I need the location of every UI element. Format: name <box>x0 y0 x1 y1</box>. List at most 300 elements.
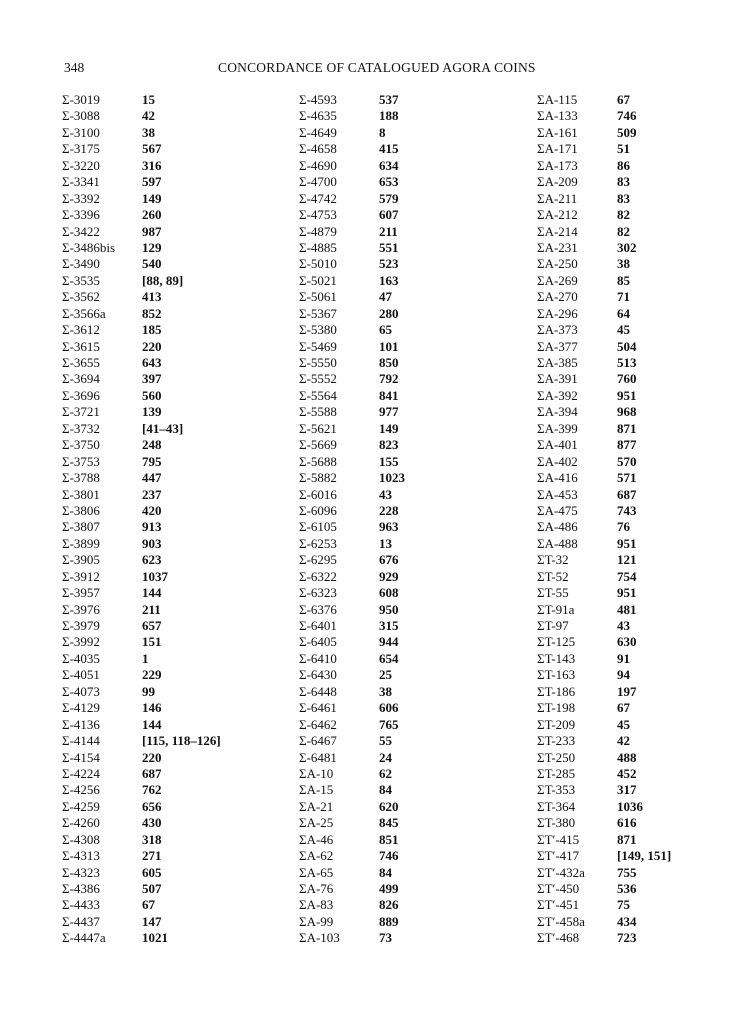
inventory-number: Σ-3615 <box>62 338 100 354</box>
catalogue-number: 84 <box>379 864 392 880</box>
catalogue-number: 851 <box>379 831 399 847</box>
inventory-number: Σ-4129 <box>62 700 100 716</box>
concordance-row <box>299 92 405 108</box>
catalogue-number: 570 <box>617 453 637 469</box>
catalogue-number: 743 <box>617 502 637 518</box>
concordance-row <box>299 125 405 141</box>
catalogue-number: 25 <box>379 667 392 683</box>
inventory-number: ΣA-296 <box>537 305 578 321</box>
concordance-row <box>537 454 671 470</box>
inventory-number: Σ-3341 <box>62 174 100 190</box>
catalogue-number: 237 <box>142 486 162 502</box>
inventory-number: ΣA-269 <box>537 272 578 288</box>
concordance-row <box>299 371 405 387</box>
inventory-number: Σ-4224 <box>62 765 100 781</box>
concordance-row <box>537 700 671 716</box>
page-number: 348 <box>64 60 85 75</box>
inventory-number: Σ-6410 <box>299 650 337 666</box>
catalogue-number: 620 <box>379 798 399 814</box>
concordance-row <box>299 404 405 420</box>
concordance-row <box>62 634 221 650</box>
inventory-number: ΣA-133 <box>537 108 578 124</box>
catalogue-number: 83 <box>617 174 630 190</box>
catalogue-number: 795 <box>142 453 162 469</box>
concordance-row <box>537 602 671 618</box>
inventory-number: ΣA-115 <box>537 92 578 107</box>
catalogue-number: 1037 <box>142 568 168 584</box>
inventory-number: Σ-3957 <box>62 585 100 601</box>
inventory-number: Σ-4700 <box>299 174 337 190</box>
inventory-number: Σ-6405 <box>299 634 337 650</box>
inventory-number: Σ-4437 <box>62 913 100 929</box>
concordance-row <box>299 470 405 486</box>
catalogue-number: 67 <box>617 92 630 107</box>
concordance-row <box>537 799 671 815</box>
concordance-row <box>299 799 405 815</box>
catalogue-number: 656 <box>142 798 162 814</box>
concordance-row <box>299 832 405 848</box>
inventory-number: ΣT′-468 <box>537 930 580 946</box>
inventory-number: ΣT-97 <box>537 618 569 633</box>
catalogue-number: 211 <box>379 223 398 239</box>
catalogue-number: 560 <box>142 387 162 403</box>
concordance-row <box>62 273 221 289</box>
inventory-number: Σ-5552 <box>299 371 337 387</box>
inventory-number: ΣT-163 <box>537 667 576 683</box>
concordance-row <box>537 487 671 503</box>
inventory-number: ΣA-99 <box>299 913 334 929</box>
catalogue-number: 185 <box>142 322 162 338</box>
inventory-number: ΣA-250 <box>537 256 578 272</box>
inventory-number: Σ-4885 <box>299 239 337 255</box>
inventory-number: Σ-3732 <box>62 420 100 436</box>
catalogue-number: 8 <box>379 124 386 140</box>
catalogue-number: 434 <box>617 913 637 929</box>
concordance-row <box>62 404 221 420</box>
concordance-row <box>537 914 671 930</box>
concordance-row <box>299 717 405 733</box>
catalogue-number: 871 <box>617 831 637 847</box>
catalogue-number: 823 <box>379 437 399 453</box>
concordance-row <box>299 339 405 355</box>
concordance-row <box>537 782 671 798</box>
inventory-number: Σ-6461 <box>299 700 337 716</box>
concordance-row <box>299 815 405 831</box>
inventory-number: Σ-3612 <box>62 322 100 338</box>
catalogue-number: 220 <box>142 338 162 354</box>
catalogue-number: 271 <box>142 848 162 864</box>
inventory-number: Σ-5669 <box>299 437 337 453</box>
inventory-number: Σ-4635 <box>299 108 337 124</box>
concordance-row <box>537 848 671 864</box>
inventory-number: Σ-5621 <box>299 420 337 436</box>
concordance-row <box>62 700 221 716</box>
concordance-row <box>537 552 671 568</box>
inventory-number: ΣT′-432a <box>537 864 585 880</box>
concordance-row <box>299 421 405 437</box>
catalogue-number: 430 <box>142 815 162 831</box>
concordance-row <box>299 865 405 881</box>
inventory-number: Σ-5564 <box>299 387 337 403</box>
catalogue-number: 129 <box>142 239 162 255</box>
catalogue-number: 903 <box>142 535 162 551</box>
catalogue-number: 144 <box>142 716 162 732</box>
inventory-number: Σ-4690 <box>299 157 337 173</box>
concordance-row <box>299 174 405 190</box>
concordance-row <box>299 503 405 519</box>
inventory-number: ΣA-486 <box>537 519 578 535</box>
inventory-number: Σ-3422 <box>62 223 100 239</box>
catalogue-number: 1021 <box>142 930 168 946</box>
catalogue-number: [149, 151] <box>617 848 672 864</box>
inventory-number: Σ-3694 <box>62 371 100 387</box>
catalogue-number: 951 <box>617 535 637 551</box>
inventory-number: ΣA-488 <box>537 535 578 551</box>
catalogue-number: 616 <box>617 815 637 831</box>
concordance-row <box>62 782 221 798</box>
catalogue-number: 146 <box>142 700 162 716</box>
catalogue-number: 447 <box>142 470 162 486</box>
catalogue-number: 513 <box>617 355 637 370</box>
inventory-number: ΣA-270 <box>537 289 578 305</box>
concordance-row <box>537 536 671 552</box>
catalogue-number: 76 <box>617 519 630 535</box>
catalogue-number: 42 <box>617 733 630 749</box>
inventory-number: ΣT-125 <box>537 634 576 650</box>
inventory-number: Σ-3396 <box>62 207 100 223</box>
inventory-number: Σ-3979 <box>62 618 100 633</box>
inventory-number: Σ-6481 <box>299 749 337 765</box>
concordance-row <box>299 355 405 371</box>
catalogue-number: 687 <box>142 765 162 781</box>
catalogue-number: 149 <box>142 190 162 206</box>
inventory-number: ΣT′-450 <box>537 881 580 896</box>
inventory-number: Σ-3992 <box>62 634 100 650</box>
concordance-row <box>62 552 221 568</box>
catalogue-number: 657 <box>142 618 162 633</box>
catalogue-number: 197 <box>617 683 637 699</box>
concordance-row <box>62 256 221 272</box>
concordance-row <box>537 832 671 848</box>
concordance-row <box>299 848 405 864</box>
concordance-row <box>62 454 221 470</box>
inventory-number: Σ-4256 <box>62 782 100 798</box>
catalogue-number: 99 <box>142 683 155 699</box>
catalogue-number: 82 <box>617 223 630 239</box>
catalogue-number: 951 <box>617 387 637 403</box>
catalogue-number: 509 <box>617 124 637 140</box>
inventory-number: Σ-5550 <box>299 355 337 370</box>
inventory-number: Σ-4658 <box>299 141 337 157</box>
catalogue-number: 536 <box>617 881 637 896</box>
catalogue-number: 302 <box>617 239 637 255</box>
catalogue-number: 24 <box>379 749 392 765</box>
catalogue-number: 64 <box>617 305 630 321</box>
catalogue-number: 845 <box>379 815 399 831</box>
catalogue-number: 91 <box>617 650 630 666</box>
inventory-number: ΣA-416 <box>537 470 578 486</box>
inventory-number: Σ-3905 <box>62 552 100 568</box>
catalogue-number: 228 <box>379 502 399 518</box>
inventory-number: Σ-6376 <box>299 601 337 617</box>
inventory-number: ΣT-55 <box>537 585 569 601</box>
inventory-number: Σ-6253 <box>299 535 337 551</box>
catalogue-number: 746 <box>617 108 637 124</box>
inventory-number: ΣA-373 <box>537 322 578 338</box>
inventory-number: ΣA-209 <box>537 174 578 190</box>
inventory-number: Σ-4144 <box>62 733 100 749</box>
catalogue-number: 481 <box>617 601 637 617</box>
catalogue-number: 630 <box>617 634 637 650</box>
concordance-row <box>299 618 405 634</box>
catalogue-number: 316 <box>142 157 162 173</box>
concordance-row <box>62 437 221 453</box>
inventory-number: Σ-5469 <box>299 338 337 354</box>
inventory-number: Σ-3788 <box>62 470 100 486</box>
inventory-number: Σ-3807 <box>62 519 100 535</box>
inventory-number: ΣA-62 <box>299 848 334 864</box>
concordance-row <box>62 914 221 930</box>
concordance-row <box>62 536 221 552</box>
catalogue-number: 211 <box>142 601 161 617</box>
concordance-row <box>62 750 221 766</box>
concordance-row <box>62 569 221 585</box>
inventory-number: ΣA-211 <box>537 190 578 206</box>
concordance-row <box>537 388 671 404</box>
inventory-number: Σ-6462 <box>299 716 337 732</box>
catalogue-number: 188 <box>379 108 399 124</box>
inventory-number: Σ-3490 <box>62 256 100 272</box>
inventory-number: Σ-6401 <box>299 618 337 633</box>
catalogue-number: [41–43] <box>142 420 184 436</box>
inventory-number: ΣA-399 <box>537 420 578 436</box>
concordance-row <box>62 897 221 913</box>
concordance-row <box>537 733 671 749</box>
inventory-number: Σ-5010 <box>299 256 337 272</box>
inventory-number: ΣA-475 <box>537 502 578 518</box>
catalogue-number: 504 <box>617 338 637 354</box>
concordance-row <box>62 684 221 700</box>
catalogue-number: 155 <box>379 453 399 469</box>
catalogue-number: 944 <box>379 634 399 650</box>
concordance-row <box>62 848 221 864</box>
concordance-row <box>62 371 221 387</box>
inventory-number: Σ-6105 <box>299 519 337 535</box>
inventory-number: Σ-3721 <box>62 404 100 420</box>
catalogue-number: 280 <box>379 305 399 321</box>
concordance-row <box>299 585 405 601</box>
catalogue-number: 85 <box>617 272 630 288</box>
catalogue-number: 65 <box>379 322 392 338</box>
concordance-row <box>62 141 221 157</box>
catalogue-number: 551 <box>379 239 399 255</box>
concordance-row <box>537 404 671 420</box>
inventory-number: Σ-4035 <box>62 650 100 666</box>
inventory-number: ΣA-173 <box>537 157 578 173</box>
catalogue-number: 968 <box>617 404 637 420</box>
catalogue-number: 67 <box>142 897 155 913</box>
concordance-row <box>537 158 671 174</box>
concordance-row <box>537 897 671 913</box>
inventory-number: ΣA-391 <box>537 371 578 387</box>
concordance-row <box>62 355 221 371</box>
inventory-number: ΣA-214 <box>537 223 578 239</box>
inventory-number: Σ-4433 <box>62 897 100 913</box>
inventory-number: Σ-3220 <box>62 157 100 173</box>
catalogue-number: 762 <box>142 782 162 798</box>
inventory-number: Σ-5688 <box>299 453 337 469</box>
concordance-row <box>62 651 221 667</box>
inventory-number: ΣT-198 <box>537 700 576 716</box>
inventory-number: ΣA-453 <box>537 486 578 502</box>
concordance-row <box>62 519 221 535</box>
concordance-row <box>299 733 405 749</box>
catalogue-number: 248 <box>142 437 162 453</box>
inventory-number: ΣA-10 <box>299 765 334 781</box>
inventory-number: ΣA-401 <box>537 437 578 453</box>
inventory-number: Σ-6295 <box>299 552 337 568</box>
concordance-row <box>537 92 671 108</box>
concordance-row <box>299 141 405 157</box>
catalogue-number: 499 <box>379 881 399 896</box>
inventory-number: Σ-3806 <box>62 502 100 518</box>
catalogue-number: 987 <box>142 223 162 239</box>
catalogue-number: 151 <box>142 634 162 650</box>
catalogue-number: 754 <box>617 568 637 584</box>
catalogue-number: 913 <box>142 519 162 535</box>
concordance-row <box>62 421 221 437</box>
concordance-row <box>537 273 671 289</box>
catalogue-number: 15 <box>142 92 155 107</box>
concordance-row <box>537 667 671 683</box>
catalogue-number: 144 <box>142 585 162 601</box>
concordance-row <box>537 125 671 141</box>
concordance-row <box>62 503 221 519</box>
concordance-row <box>62 207 221 223</box>
catalogue-number: 889 <box>379 913 399 929</box>
inventory-number: Σ-6323 <box>299 585 337 601</box>
inventory-number: ΣA-171 <box>537 141 578 157</box>
catalogue-number: 260 <box>142 207 162 223</box>
catalogue-number: 38 <box>379 683 392 699</box>
concordance-row <box>537 224 671 240</box>
catalogue-number: 687 <box>617 486 637 502</box>
concordance-row <box>537 240 671 256</box>
catalogue-number: 62 <box>379 765 392 781</box>
concordance-row <box>537 191 671 207</box>
catalogue-number: 71 <box>617 289 630 305</box>
concordance-row <box>537 306 671 322</box>
inventory-number: Σ-4447a <box>62 930 106 946</box>
inventory-number: Σ-3750 <box>62 437 100 453</box>
concordance-row <box>299 634 405 650</box>
concordance-row <box>537 470 671 486</box>
concordance-row <box>299 602 405 618</box>
inventory-number: ΣA-103 <box>299 930 340 946</box>
inventory-number: Σ-4259 <box>62 798 100 814</box>
catalogue-number: 397 <box>142 371 162 387</box>
concordance-row <box>299 519 405 535</box>
inventory-number: Σ-4313 <box>62 848 100 864</box>
concordance-row <box>299 388 405 404</box>
inventory-number: ΣA-65 <box>299 864 334 880</box>
catalogue-number: 643 <box>142 355 162 370</box>
catalogue-number: 139 <box>142 404 162 420</box>
concordance-row <box>62 487 221 503</box>
inventory-number: Σ-6096 <box>299 502 337 518</box>
catalogue-number: [88, 89] <box>142 272 184 288</box>
catalogue-number: 608 <box>379 585 399 601</box>
inventory-number: Σ-3019 <box>62 92 100 107</box>
inventory-number: Σ-6430 <box>299 667 337 683</box>
inventory-number: Σ-4386 <box>62 881 100 896</box>
concordance-row <box>299 256 405 272</box>
catalogue-number: 877 <box>617 437 637 453</box>
inventory-number: Σ-3100 <box>62 124 100 140</box>
concordance-row <box>299 437 405 453</box>
inventory-number: Σ-4154 <box>62 749 100 765</box>
concordance-row <box>537 421 671 437</box>
inventory-number: ΣT-364 <box>537 798 576 814</box>
catalogue-number: 523 <box>379 256 399 272</box>
inventory-number: Σ-3486bis <box>62 239 116 255</box>
inventory-number: ΣT-91a <box>537 601 575 617</box>
concordance-row <box>537 750 671 766</box>
concordance-row <box>299 240 405 256</box>
catalogue-number: 605 <box>142 864 162 880</box>
catalogue-number: 45 <box>617 322 630 338</box>
catalogue-number: 826 <box>379 897 399 913</box>
catalogue-number: 755 <box>617 864 637 880</box>
catalogue-number: 746 <box>379 848 399 864</box>
catalogue-number: 723 <box>617 930 637 946</box>
catalogue-number: 38 <box>142 124 155 140</box>
concordance-row <box>299 207 405 223</box>
catalogue-number: 149 <box>379 420 399 436</box>
concordance-row <box>537 519 671 535</box>
catalogue-number: 38 <box>617 256 630 272</box>
concordance-row <box>537 174 671 190</box>
concordance-row <box>299 667 405 683</box>
catalogue-number: 51 <box>617 141 630 157</box>
catalogue-number: 420 <box>142 502 162 518</box>
catalogue-number: 86 <box>617 157 630 173</box>
concordance-row <box>537 371 671 387</box>
catalogue-number: 415 <box>379 141 399 157</box>
concordance-row <box>299 306 405 322</box>
concordance-row <box>62 125 221 141</box>
inventory-number: Σ-5367 <box>299 305 337 321</box>
inventory-number: ΣT′-451 <box>537 897 580 913</box>
concordance-row <box>299 289 405 305</box>
concordance-row <box>299 273 405 289</box>
catalogue-number: 84 <box>379 782 392 798</box>
concordance-row <box>299 224 405 240</box>
concordance-row <box>62 224 221 240</box>
inventory-number: Σ-3562 <box>62 289 100 305</box>
concordance-row <box>62 322 221 338</box>
inventory-number: Σ-3088 <box>62 108 100 124</box>
catalogue-number: 571 <box>617 470 637 486</box>
concordance-row <box>62 585 221 601</box>
inventory-number: Σ-5588 <box>299 404 337 420</box>
catalogue-number: 1 <box>142 650 149 666</box>
inventory-number: ΣT′-458a <box>537 913 585 929</box>
catalogue-number: 676 <box>379 552 399 568</box>
concordance-row <box>299 651 405 667</box>
concordance-row <box>299 552 405 568</box>
concordance-row <box>537 766 671 782</box>
